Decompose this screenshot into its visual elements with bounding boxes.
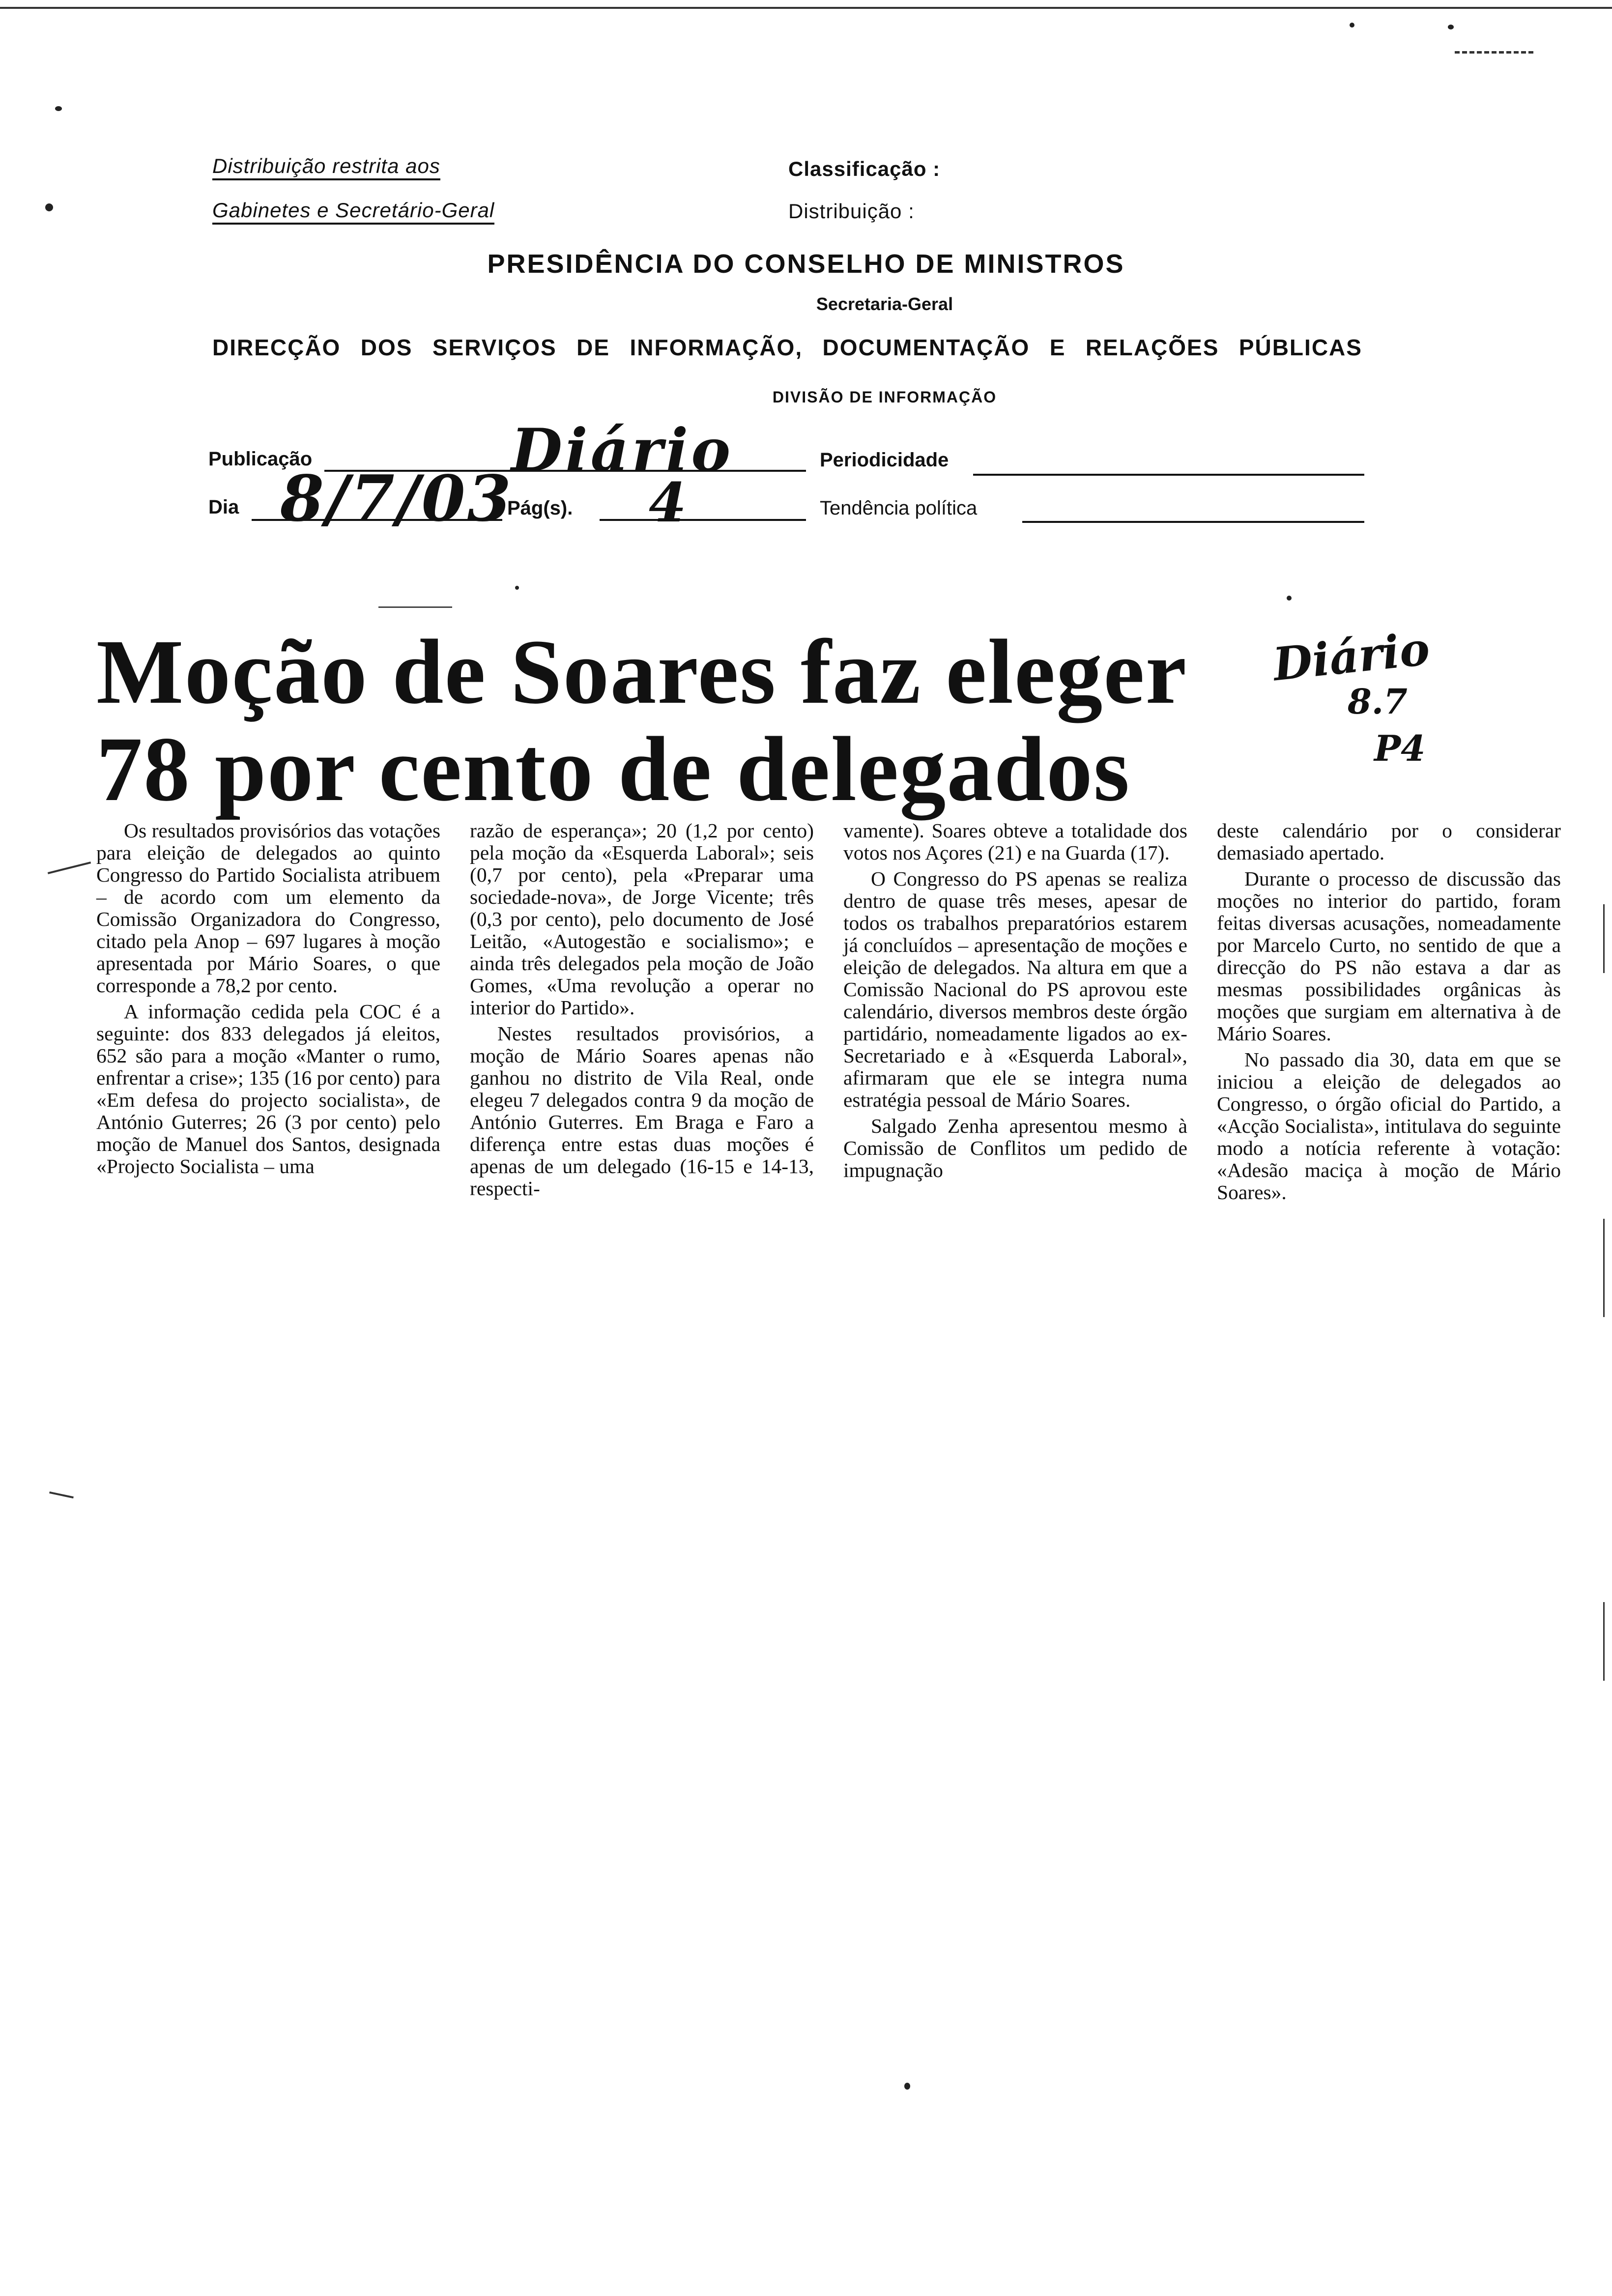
article-headline — [96, 620, 1305, 820]
tendencia-field-line — [1022, 521, 1364, 523]
scan-edge-mark — [1603, 1602, 1605, 1681]
pags-field-line — [600, 519, 806, 521]
scan-edge-dash — [1455, 51, 1533, 54]
distribuicao-label: Distribuição : — [788, 200, 915, 223]
direction-title: DIRECÇÃO DOS SERVIÇOS DE INFORMAÇÃO, DOCUMENTAÇÃO E RELAÇÕES PÚBLICAS — [212, 335, 1362, 360]
article-paragraph: deste calendário por o considerar demasiado apertado. — [1217, 819, 1561, 864]
article-paragraph: Durante o processo de discussão das moções no interior do partido, foram feitas diversas acusações, nomeadamente por Marcelo Curto, no sentido de que a direcção do PS não estava a dar as mesmas possibilidades orgânicas às moções que surgiam em alternativa à de Mário Soares. — [1217, 867, 1561, 1045]
article-paragraph: razão de esperança»; 20 (1,2 por cento) pela moção da «Esquerda Laboral»; seis (0,7 por cento), pela «Preparar uma sociedade-nova», de Jorge Vicente; três (0,3 por cento), pelo documento de José Leitão, «Autogestão e socialismo»; e ainda três delegados pela moção de João Gomes, «Uma revolução a operar no interior do Partido». — [470, 819, 814, 1019]
scan-speck — [1287, 596, 1292, 601]
scan-speck — [904, 2083, 910, 2090]
publicacao-handwritten-value: Diário — [511, 416, 734, 485]
scan-edge-mark — [1603, 904, 1605, 973]
tendencia-label: Tendência política — [820, 497, 978, 519]
scan-speck — [45, 203, 53, 211]
dia-handwritten-value: 8/7/03 — [280, 462, 513, 536]
institution-subtitle: Secretaria-Geral — [816, 294, 953, 314]
article-paragraph: O Congresso do PS apenas se realiza dentro de quase três meses, apesar de todos os trabalhos preparatórios estarem já concluídos – apresentação de moções e eleição de delegados. Na altura em que a Comissão Nacional do PS aprovou este calendário, diversos membros deste órgão partidário, nomeadamente ligados ao ex-Secretariado e à «Esquerda Laboral», afirmaram que ele se integra numa estratégia pessoal de Mário Soares. — [843, 867, 1187, 1111]
headline-line-2: 78 por cento de delegados — [96, 718, 1131, 820]
article-column-2 — [470, 820, 814, 1204]
classificacao-label: Classificação : — [788, 157, 941, 180]
distribution-note-line1: Distribuição restrita aos — [212, 154, 440, 178]
scan-edge-mark — [1603, 1219, 1605, 1317]
scan-speck — [1350, 23, 1354, 28]
headline-line-1: Moção de Soares faz eleger — [96, 620, 1188, 723]
distribution-note-line2: Gabinetes e Secretário-Geral — [212, 199, 494, 222]
handwritten-source-note: Diário — [1270, 622, 1432, 691]
scan-speck — [1448, 25, 1454, 29]
article-column-3 — [843, 820, 1187, 1185]
scan-edge-line — [0, 7, 1612, 9]
article-paragraph: Salgado Zenha apresentou mesmo à Comissão de Conflitos um pedido de impugnação — [843, 1115, 1187, 1181]
handwritten-date-note: 8.7 — [1348, 681, 1408, 722]
margin-tick-mark — [48, 861, 91, 874]
pags-handwritten-value: 4 — [649, 471, 687, 534]
scan-speck — [515, 586, 519, 590]
institution-title: PRESIDÊNCIA DO CONSELHO DE MINISTROS — [487, 249, 1125, 279]
handwritten-page-note: P4 — [1374, 727, 1426, 769]
article-column-4 — [1217, 820, 1561, 1207]
article-paragraph: No passado dia 30, data em que se iniciou a eleição de delegados ao Congresso, o órgão oficial do Partido, a «Acção Socialista», intitulava do seguinte modo a notícia referente à votação: «Adesão maciça à moção de Mário Soares». — [1217, 1048, 1561, 1204]
periodicidade-label: Periodicidade — [820, 449, 949, 471]
periodicidade-field-line — [973, 474, 1364, 476]
article-paragraph: vamente). Soares obteve a totalidade dos votos nos Açores (21) e na Guarda (17). — [843, 819, 1187, 864]
article-paragraph: Os resultados provisórios das votações para eleição de delegados ao quinto Congresso do Partido Socialista atribuem – de acordo com um elemento da Comissão Organizadora do Congresso, citado pela Anop – 697 lugares à moção apresentada por Mário Soares, o que corresponde a 78,2 por cento. — [96, 819, 440, 997]
article-paragraph: A informação cedida pela COC é a seguinte: dos 833 delegados já eleitos, 652 são para a moção «Manter o rumo, enfrentar a crise»; 135 (16 por cento) para «Em defesa do projecto socialista», de António Guterres; 26 (3 por cento) pelo moção de Manuel dos Santos, designada «Projecto Socialista – uma — [96, 1000, 440, 1177]
division-title: DIVISÃO DE INFORMAÇÃO — [772, 388, 997, 406]
article-paragraph: Nestes resultados provisórios, a moção de Mário Soares apenas não ganhou no distrito de Vila Real, onde elegeu 7 delegados contra 9 da moção de António Guterres. Em Braga e Faro a diferença entre estas duas moções é apenas de um delegado (16-15 e 14-13, respecti- — [470, 1022, 814, 1200]
margin-tick-mark — [49, 1492, 74, 1498]
publicacao-label: Publicação — [208, 448, 313, 470]
scan-speck — [55, 106, 62, 111]
separator-rule — [378, 606, 452, 608]
pags-label: Pág(s). — [507, 497, 573, 519]
dia-label: Dia — [208, 496, 239, 518]
article-column-1 — [96, 820, 440, 1181]
